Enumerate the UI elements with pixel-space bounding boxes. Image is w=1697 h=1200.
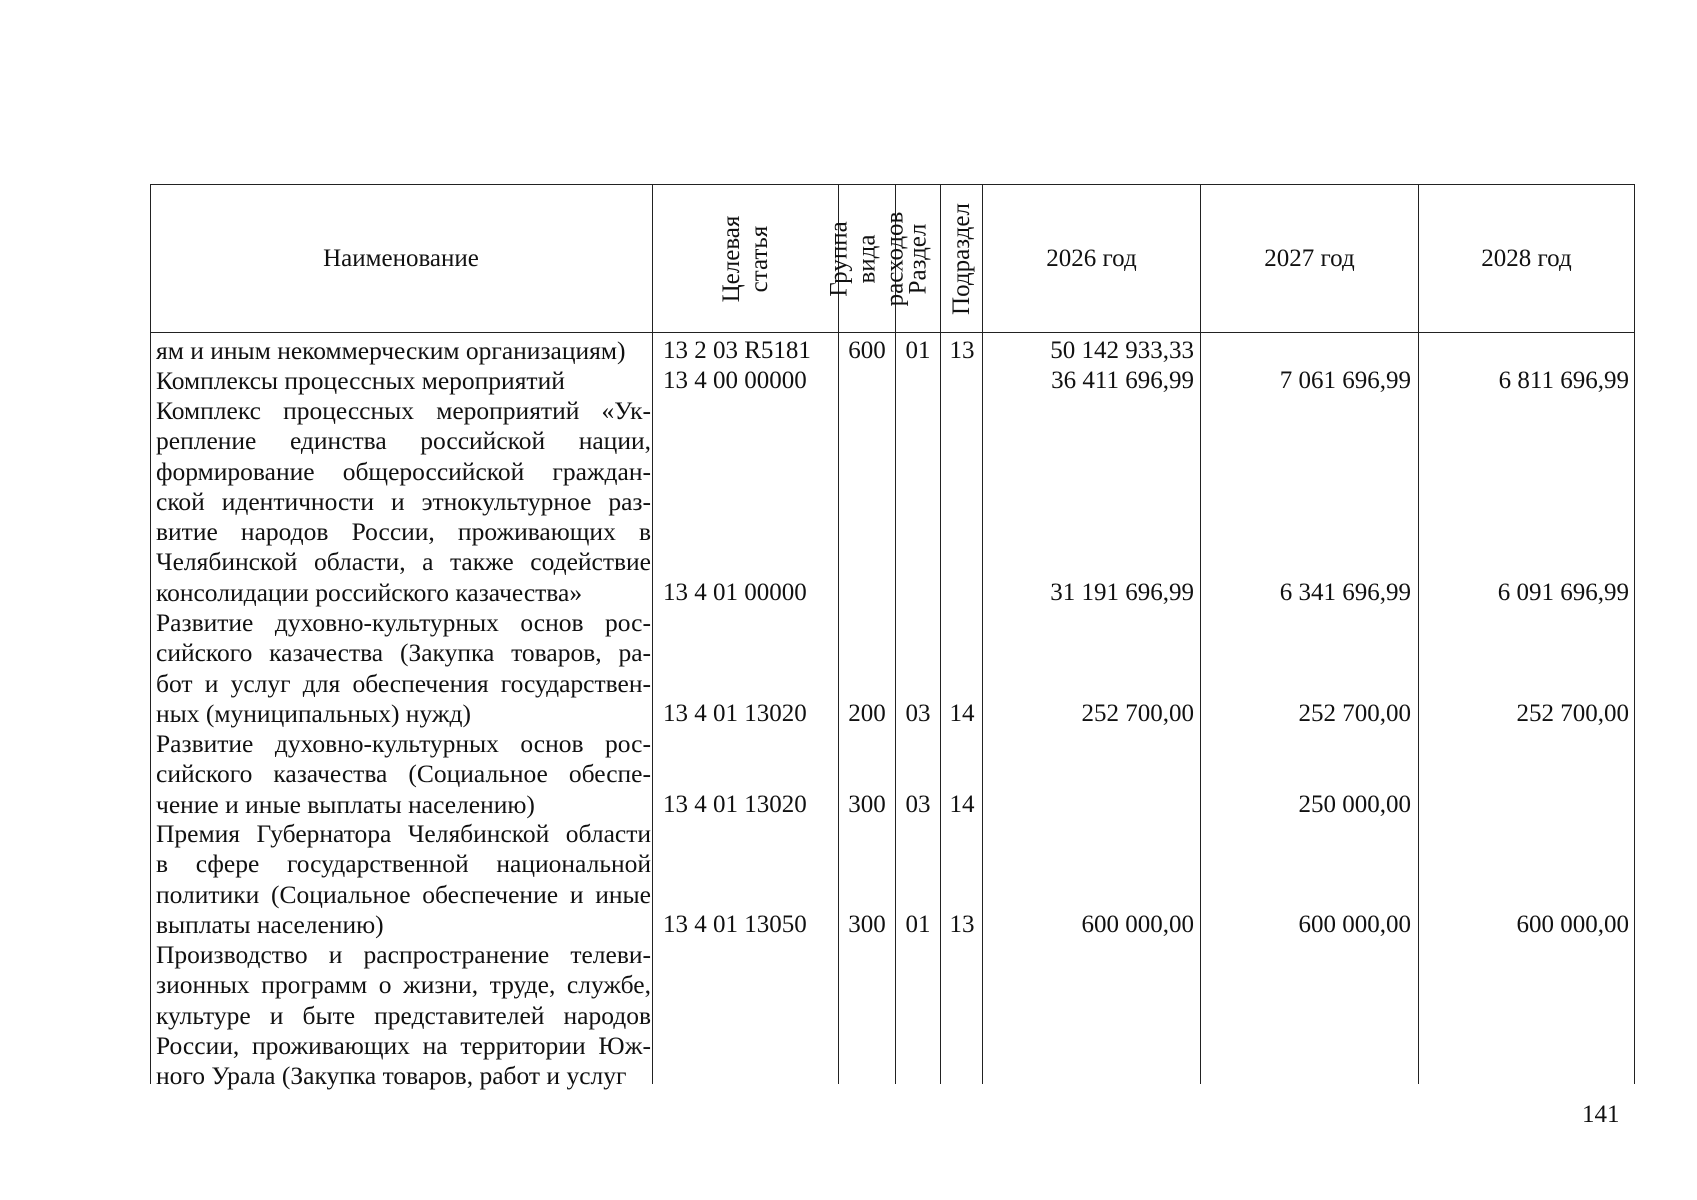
row-value-2028: 600 000,00 xyxy=(1516,910,1629,938)
row-name xyxy=(156,940,651,1091)
row-name-line: консолидации российского казачества» xyxy=(156,577,583,607)
header-section-text: Раздел xyxy=(904,223,931,294)
row-name xyxy=(156,336,651,366)
row-target-article: 13 4 00 00000 xyxy=(663,367,807,394)
row-name-line: политики (Социальное обеспечение и иные xyxy=(156,879,651,909)
row-name-line: культуре и быте представителей народов xyxy=(156,1000,651,1030)
header-target-article xyxy=(653,185,838,332)
row-value-2026: 600 000,00 xyxy=(1081,910,1194,938)
row-name-line: бот и услуг для обеспечения государствен- xyxy=(156,668,651,698)
row-value-2026: 50 142 933,33 xyxy=(1050,337,1194,364)
row-name xyxy=(156,366,651,396)
header-target-article-text: Целевая статья xyxy=(717,215,773,302)
page-number: 141 xyxy=(1582,1101,1620,1128)
row-target-article: 13 4 01 13020 xyxy=(663,699,807,727)
row-name-line: Премия Губернатора Челябинской области xyxy=(156,819,651,848)
row-name-line: Челябинской области, а также содействие xyxy=(156,547,651,577)
row-expense-group: 200 xyxy=(848,699,886,727)
row-expense-group: 600 xyxy=(848,337,886,364)
row-name xyxy=(156,729,651,820)
header-name: Наименование xyxy=(323,244,479,272)
row-name-line: ской идентичности и этнокультурное раз- xyxy=(156,486,651,516)
header-subsection xyxy=(941,185,982,332)
header-bottom-border xyxy=(150,332,1634,333)
row-subsection: 14 xyxy=(949,790,975,818)
row-value-2027: 252 700,00 xyxy=(1298,699,1411,727)
row-name xyxy=(156,396,651,608)
col-border-right xyxy=(1634,184,1635,1084)
row-value-2026: 252 700,00 xyxy=(1081,699,1194,727)
row-name-line: Комплекс процессных мероприятий «Ук- xyxy=(156,396,651,425)
row-value-2027: 7 061 696,99 xyxy=(1279,367,1411,394)
row-name-line: Производство и распространение телеви- xyxy=(156,940,651,969)
row-value-2027: 600 000,00 xyxy=(1298,910,1411,938)
row-section: 01 xyxy=(905,910,931,938)
header-subsection-text: Подраздел xyxy=(947,202,975,315)
row-value-2026: 36 411 696,99 xyxy=(1051,367,1194,394)
row-name-line: витие народов России, проживающих в xyxy=(156,517,651,547)
row-name-line: сийского казачества (Закупка товаров, ра- xyxy=(156,638,651,668)
row-name-line: ного Урала (Закупка товаров, работ и услуг xyxy=(156,1061,627,1091)
row-subsection: 13 xyxy=(949,337,975,364)
row-section: 01 xyxy=(905,337,931,364)
row-name-line: Развитие духовно-культурных основ рос- xyxy=(156,608,651,637)
row-value-2027: 250 000,00 xyxy=(1298,790,1411,818)
row-target-article: 13 2 03 R5181 xyxy=(663,337,811,364)
header-expense-group-text: Группа вида расходов xyxy=(825,211,908,306)
row-value-2028: 6 811 696,99 xyxy=(1498,367,1629,394)
row-expense-group: 300 xyxy=(848,910,886,938)
row-section: 03 xyxy=(905,699,931,727)
row-target-article: 13 4 01 13020 xyxy=(663,790,807,818)
row-name-line: выплаты населению) xyxy=(156,909,384,939)
row-name-line: чение и иные выплаты населению) xyxy=(156,789,535,819)
row-name-line: в сфере государственной национальной xyxy=(156,849,651,879)
row-name xyxy=(156,819,651,940)
row-value-2028: 6 091 696,99 xyxy=(1497,578,1629,606)
header-expense-group xyxy=(825,185,908,332)
row-subsection: 13 xyxy=(949,910,975,938)
row-value-2028: 252 700,00 xyxy=(1516,699,1629,727)
row-name-line: ных (муниципальных) нужд) xyxy=(156,698,471,728)
row-section: 03 xyxy=(905,790,931,818)
header-year-2028: 2028 год xyxy=(1481,244,1572,272)
row-name-line: ям и иным некоммерческим организациям) xyxy=(156,336,626,365)
row-target-article: 13 4 01 00000 xyxy=(663,578,807,606)
row-name-line: Развитие духовно-культурных основ рос- xyxy=(156,729,651,758)
row-name-line: зионных программ о жизни, труде, службе, xyxy=(156,970,651,1000)
row-name-line: формирование общероссийской граждан- xyxy=(156,456,651,486)
row-name xyxy=(156,608,651,729)
row-target-article: 13 4 01 13050 xyxy=(663,910,807,938)
row-name-line: репление единства российской нации, xyxy=(156,426,651,456)
header-section xyxy=(896,185,940,332)
row-name-line: Комплексы процессных мероприятий xyxy=(156,366,565,395)
header-year-2026: 2026 год xyxy=(1046,244,1137,272)
row-name-line: сийского казачества (Социальное обеспе- xyxy=(156,759,651,789)
row-value-2027: 6 341 696,99 xyxy=(1279,578,1411,606)
row-name-line: России, проживающих на территории Юж- xyxy=(156,1030,651,1060)
row-value-2026: 31 191 696,99 xyxy=(1050,578,1194,606)
header-year-2027: 2027 год xyxy=(1264,244,1355,272)
row-expense-group: 300 xyxy=(848,790,886,818)
row-subsection: 14 xyxy=(949,699,975,727)
